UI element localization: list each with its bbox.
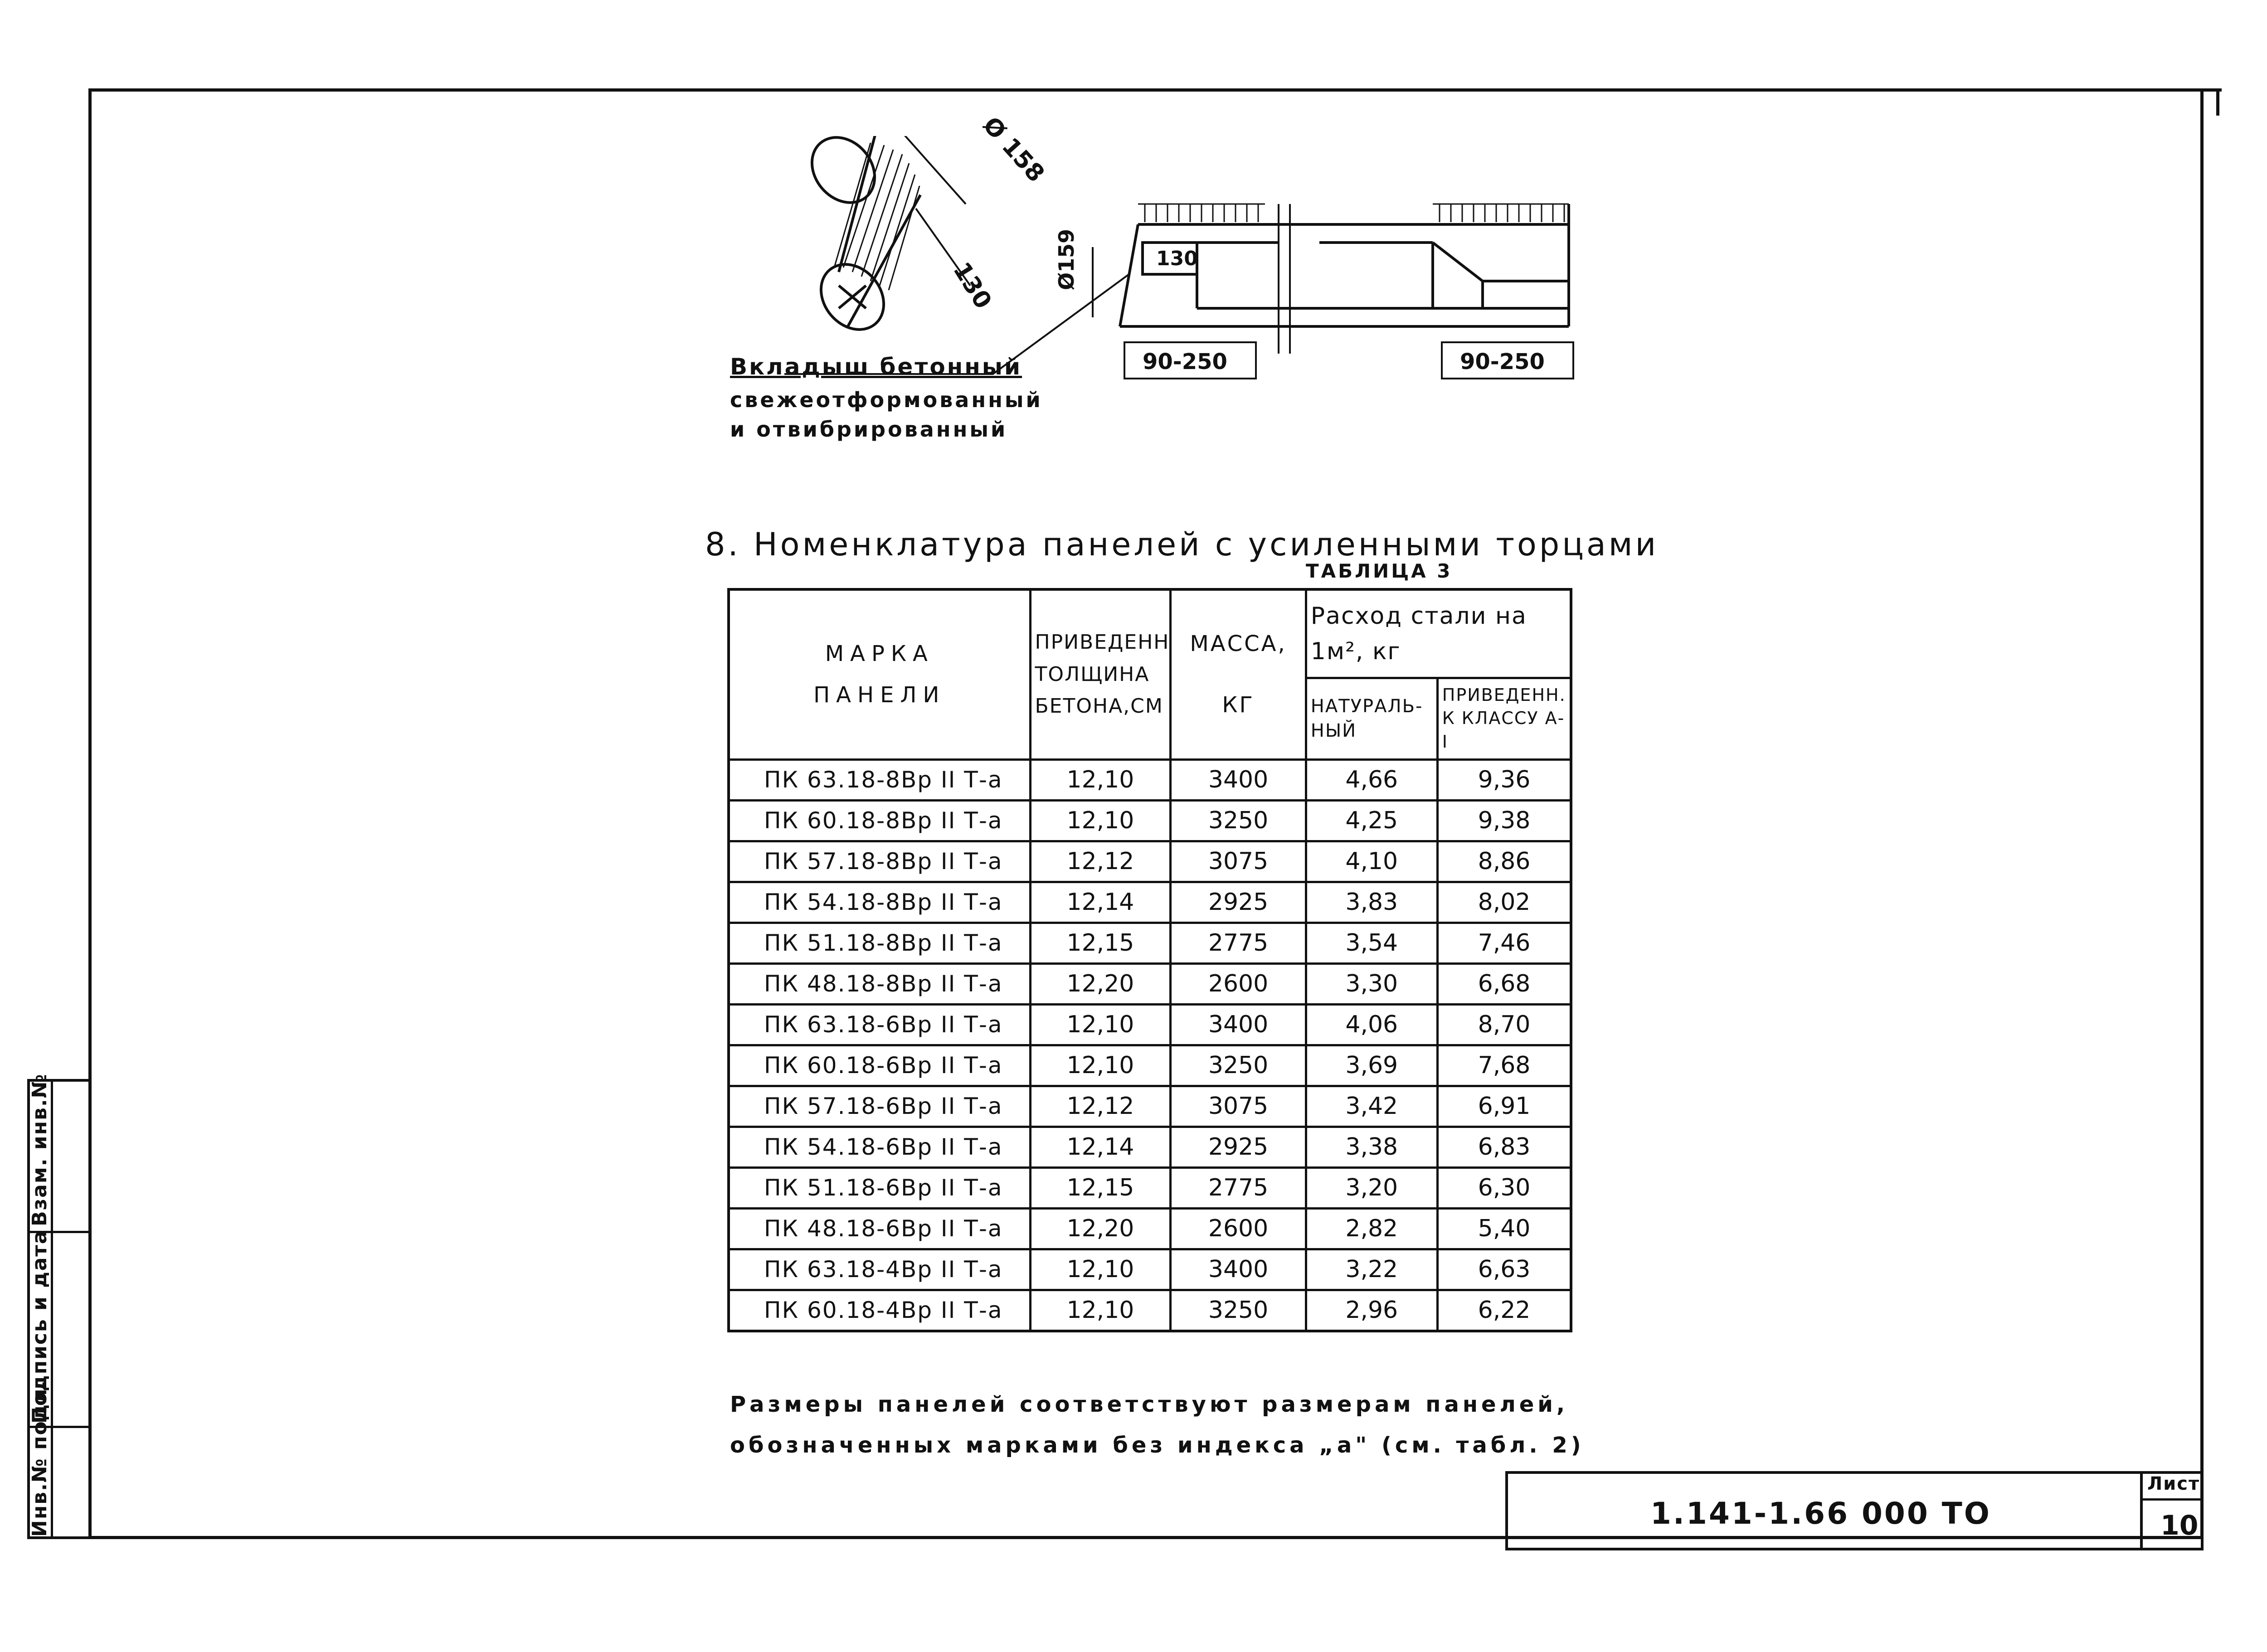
cell-mark: ПК 63.18-4Вр II Т-а bbox=[729, 1249, 1030, 1290]
cell-reduced: 8,86 bbox=[1437, 841, 1571, 882]
insert-label-1: Вкладыш бетонный bbox=[730, 354, 1022, 380]
cell-thickness: 12,10 bbox=[1030, 1045, 1171, 1086]
cell-mass: 3250 bbox=[1171, 1045, 1306, 1086]
cell-natural: 3,42 bbox=[1306, 1086, 1437, 1127]
cell-mass: 3400 bbox=[1171, 759, 1306, 800]
cell-natural: 3,30 bbox=[1306, 963, 1437, 1004]
cell-reduced: 7,68 bbox=[1437, 1045, 1571, 1086]
cell-natural: 4,10 bbox=[1306, 841, 1437, 882]
cell-mass: 2925 bbox=[1171, 1127, 1306, 1167]
cell-mass: 2775 bbox=[1171, 923, 1306, 963]
cell-mark: ПК 60.18-4Вр II Т-а bbox=[729, 1290, 1030, 1331]
cell-thickness: 12,10 bbox=[1030, 800, 1171, 841]
cell-thickness: 12,12 bbox=[1030, 841, 1171, 882]
section-title: 8. Номенклатура панелей с усиленными торцами bbox=[705, 526, 1659, 563]
cell-mark: ПК 60.18-8Вр II Т-а bbox=[729, 800, 1030, 841]
cell-mark: ПК 51.18-6Вр II Т-а bbox=[729, 1167, 1030, 1208]
cell-thickness: 12,14 bbox=[1030, 882, 1171, 923]
cell-reduced: 6,30 bbox=[1437, 1167, 1571, 1208]
table-row bbox=[729, 1208, 1571, 1249]
insert-length-label: 130 bbox=[948, 258, 997, 314]
table-row bbox=[729, 1045, 1571, 1086]
cell-reduced: 6,22 bbox=[1437, 1290, 1571, 1331]
header-mass: МАССА, КГ bbox=[1171, 589, 1306, 759]
cell-reduced: 6,63 bbox=[1437, 1249, 1571, 1290]
insert-label-3: и отвибрированный bbox=[730, 417, 1008, 442]
cell-mass: 2775 bbox=[1171, 1167, 1306, 1208]
cell-thickness: 12,20 bbox=[1030, 1208, 1171, 1249]
cell-mass: 3400 bbox=[1171, 1004, 1306, 1045]
header-mark: МАРКА ПАНЕЛИ bbox=[729, 589, 1030, 759]
cell-natural: 3,20 bbox=[1306, 1167, 1437, 1208]
section-depth-label: 130 bbox=[1156, 247, 1198, 270]
side-podpis: Подпись и дата bbox=[28, 1229, 51, 1424]
table-row bbox=[729, 759, 1571, 800]
cell-thickness: 12,15 bbox=[1030, 1167, 1171, 1208]
cell-natural: 3,22 bbox=[1306, 1249, 1437, 1290]
cell-mark: ПК 48.18-6Вр II Т-а bbox=[729, 1208, 1030, 1249]
cell-thickness: 12,14 bbox=[1030, 1127, 1171, 1167]
table-label: ТАБЛИЦА 3 bbox=[1306, 560, 1453, 582]
cell-mark: ПК 54.18-8Вр II Т-а bbox=[729, 882, 1030, 923]
side-inv-podl: Инв.№ подл. bbox=[28, 1379, 51, 1537]
cell-mass: 2600 bbox=[1171, 963, 1306, 1004]
cell-reduced: 6,68 bbox=[1437, 963, 1571, 1004]
header-steel-reduced: ПРИВЕДЕНН. К КЛАССУ А-I bbox=[1437, 678, 1571, 759]
sheet-label: Лист bbox=[2147, 1473, 2200, 1494]
cell-reduced: 8,70 bbox=[1437, 1004, 1571, 1045]
cell-mark: ПК 51.18-8Вр II Т-а bbox=[729, 923, 1030, 963]
cell-thickness: 12,10 bbox=[1030, 1290, 1171, 1331]
support-right-label: 90-250 bbox=[1460, 349, 1545, 374]
cell-natural: 2,96 bbox=[1306, 1290, 1437, 1331]
cell-natural: 4,25 bbox=[1306, 800, 1437, 841]
cell-mark: ПК 57.18-8Вр II Т-а bbox=[729, 841, 1030, 882]
table-row bbox=[729, 1167, 1571, 1208]
note-line-2: обозначенных марками без индекса „а" (см. табл. 2) bbox=[730, 1433, 1585, 1458]
table-row bbox=[729, 1004, 1571, 1045]
header-steel-natural: НАТУРАЛЬ- НЫЙ bbox=[1306, 678, 1437, 759]
table-row bbox=[729, 1127, 1571, 1167]
table-row bbox=[729, 800, 1571, 841]
cell-natural: 3,54 bbox=[1306, 923, 1437, 963]
cell-mark: ПК 60.18-6Вр II Т-а bbox=[729, 1045, 1030, 1086]
support-left-label: 90-250 bbox=[1143, 349, 1227, 374]
insert-cylinder bbox=[799, 136, 920, 342]
table-row bbox=[729, 882, 1571, 923]
cell-natural: 3,83 bbox=[1306, 882, 1437, 923]
cell-mark: ПК 48.18-8Вр II Т-а bbox=[729, 963, 1030, 1004]
cell-thickness: 12,10 bbox=[1030, 1249, 1171, 1290]
cell-reduced: 7,46 bbox=[1437, 923, 1571, 963]
cell-mark: ПК 63.18-6Вр II Т-а bbox=[729, 1004, 1030, 1045]
table-row bbox=[729, 841, 1571, 882]
cell-natural: 2,82 bbox=[1306, 1208, 1437, 1249]
cell-reduced: 8,02 bbox=[1437, 882, 1571, 923]
cell-reduced: 6,83 bbox=[1437, 1127, 1571, 1167]
cell-natural: 4,06 bbox=[1306, 1004, 1437, 1045]
cell-mass: 3075 bbox=[1171, 1086, 1306, 1127]
cell-natural: 4,66 bbox=[1306, 759, 1437, 800]
cell-mass: 2600 bbox=[1171, 1208, 1306, 1249]
nomenclature-table bbox=[727, 588, 1572, 1332]
cell-thickness: 12,12 bbox=[1030, 1086, 1171, 1127]
cell-mass: 3250 bbox=[1171, 800, 1306, 841]
insert-label-2: свежеотформованный bbox=[730, 388, 1043, 412]
header-thickness: ПРИВЕДЕНН ТОЛЩИНА БЕТОНА,СМ bbox=[1030, 589, 1171, 759]
table-row bbox=[729, 1290, 1571, 1331]
frame-right-tick bbox=[2216, 88, 2219, 116]
insert-dimensions bbox=[893, 136, 970, 286]
insert-diameter-label: Ø 158 bbox=[977, 112, 1050, 188]
cell-thickness: 12,10 bbox=[1030, 759, 1171, 800]
cell-natural: 3,38 bbox=[1306, 1127, 1437, 1167]
table-row bbox=[729, 923, 1571, 963]
cell-mass: 2925 bbox=[1171, 882, 1306, 923]
side-vzam: Взам. инв.№ bbox=[28, 1073, 51, 1226]
document-code: 1.141-1.66 000 ТО bbox=[1650, 1496, 1991, 1531]
cell-reduced: 9,36 bbox=[1437, 759, 1571, 800]
table-row bbox=[729, 1086, 1571, 1127]
cell-reduced: 6,91 bbox=[1437, 1086, 1571, 1127]
section-diameter-label: Ø159 bbox=[1054, 228, 1079, 290]
header-steel: Расход стали на 1м², кг bbox=[1306, 589, 1571, 678]
sheet-separator bbox=[2140, 1498, 2204, 1501]
note-line-1: Размеры панелей соответствуют размерам панелей, bbox=[730, 1392, 1569, 1417]
cell-mark: ПК 63.18-8Вр II Т-а bbox=[729, 759, 1030, 800]
cell-thickness: 12,15 bbox=[1030, 923, 1171, 963]
cell-mark: ПК 54.18-6Вр II Т-а bbox=[729, 1127, 1030, 1167]
cell-reduced: 9,38 bbox=[1437, 800, 1571, 841]
table-row bbox=[729, 1249, 1571, 1290]
cell-thickness: 12,10 bbox=[1030, 1004, 1171, 1045]
cell-reduced: 5,40 bbox=[1437, 1208, 1571, 1249]
cell-mark: ПК 57.18-6Вр II Т-а bbox=[729, 1086, 1030, 1127]
cell-mass: 3250 bbox=[1171, 1290, 1306, 1331]
cell-natural: 3,69 bbox=[1306, 1045, 1437, 1086]
cell-mass: 3075 bbox=[1171, 841, 1306, 882]
table-row bbox=[729, 963, 1571, 1004]
cell-mass: 3400 bbox=[1171, 1249, 1306, 1290]
sheet-number: 10 bbox=[2160, 1510, 2199, 1541]
cell-thickness: 12,20 bbox=[1030, 963, 1171, 1004]
